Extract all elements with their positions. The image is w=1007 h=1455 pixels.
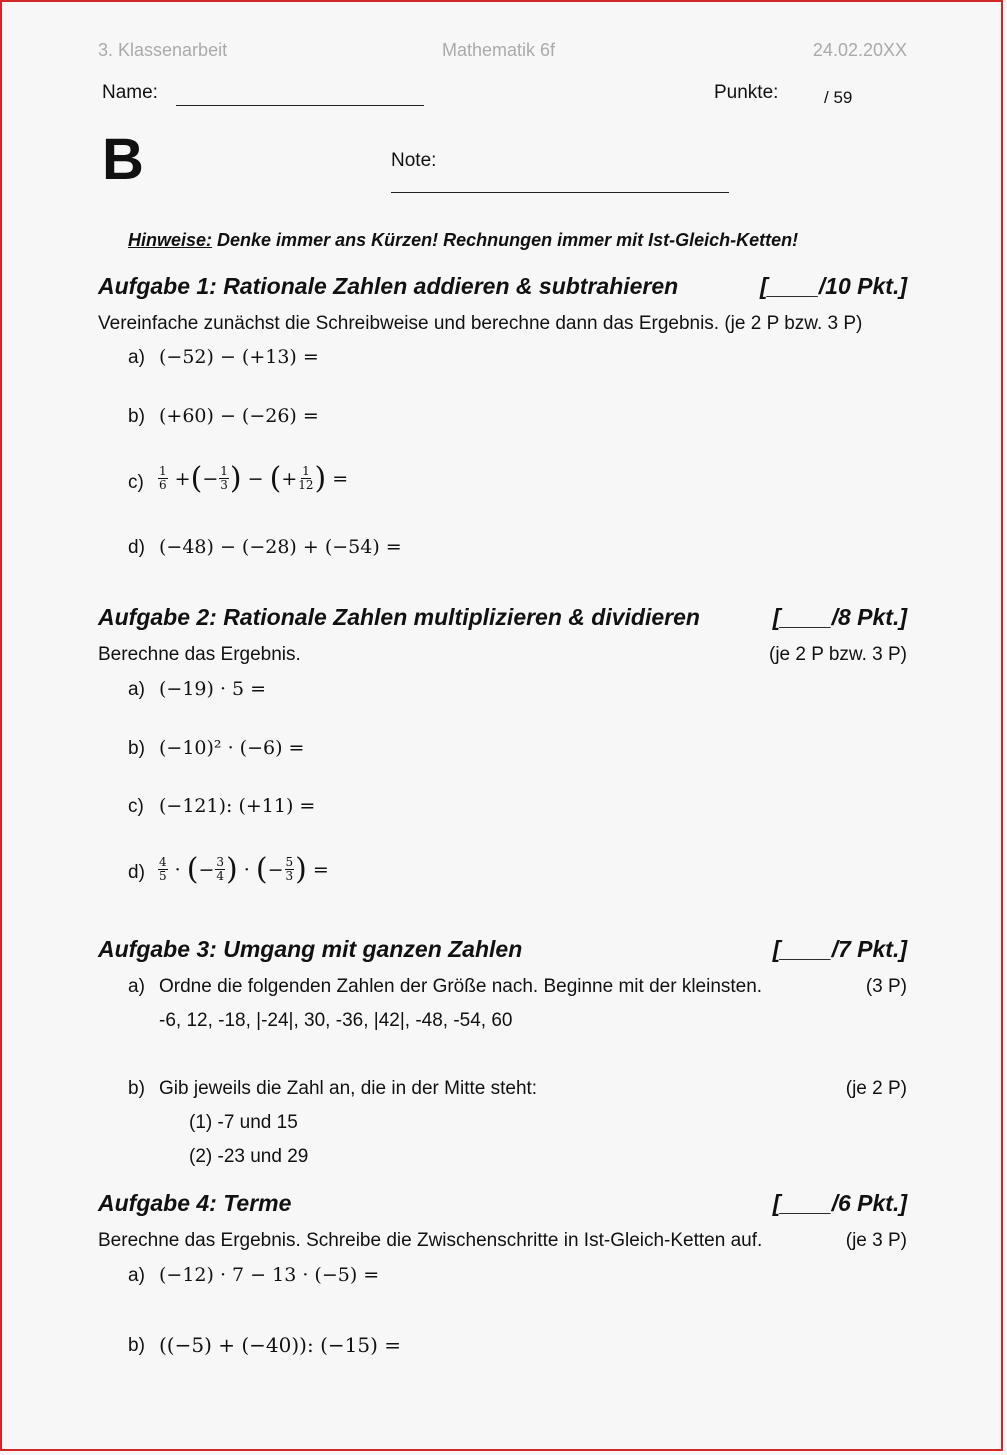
task1-d-label: d) <box>128 537 145 558</box>
task1-d-expr: (−48) − (−28) + (−54) = <box>159 536 402 558</box>
header-center: Mathematik 6f <box>442 40 556 60</box>
task1-b-expr: (+60) − (−26) = <box>159 405 319 427</box>
task2-instruction: Berechne das Ergebnis. <box>98 644 301 665</box>
task3-b-item2: (2) -23 und 29 <box>189 1146 309 1167</box>
task1-c-label: c) <box>128 472 144 493</box>
task2-a-label: a) <box>128 679 145 700</box>
task3-title: Aufgabe 3: Umgang mit ganzen Zahlen <box>98 936 523 962</box>
task2-d-label: d) <box>128 862 145 883</box>
task1-points: [____/10 Pkt.] <box>759 273 907 299</box>
name-label: Name: <box>102 82 158 103</box>
points-label: Punkte: <box>714 82 779 103</box>
task2-points: [____/8 Pkt.] <box>772 604 907 630</box>
task2-a-expr: (−19) · 5 = <box>159 678 267 700</box>
task2-c-expr: (−121): (+11) = <box>159 795 316 817</box>
task4-instruction-points: (je 3 P) <box>845 1230 907 1251</box>
task2-c-label: c) <box>128 796 144 817</box>
points-total: / 59 <box>824 88 853 107</box>
task2-b-label: b) <box>128 738 145 759</box>
task4-title: Aufgabe 4: Terme <box>98 1190 292 1216</box>
task1-instruction: Vereinfache zunächst die Schreibweise und berechne dann das Ergebnis. (je 2 P bzw. 3 P) <box>98 313 863 334</box>
task1-b-label: b) <box>128 406 145 427</box>
hint-title: Hinweise: <box>128 230 213 250</box>
grade-label: Note: <box>391 150 437 171</box>
task3-b-points: (je 2 P) <box>845 1078 907 1099</box>
task4-a-expr: (−12) · 7 − 13 · (−5) = <box>159 1264 380 1286</box>
task3-b-item1: (1) -7 und 15 <box>189 1112 298 1133</box>
hint-text: Denke immer ans Kürzen! Rechnungen immer mit Ist-Gleich-Ketten! <box>212 230 799 250</box>
task4-b-label: b) <box>128 1335 145 1356</box>
task4-b-expr: ((−5) + (−40)): (−15) = <box>159 1333 402 1357</box>
task1-a-expr: (−52) − (+13) = <box>159 346 319 368</box>
header-right: 24.02.20XX <box>812 40 907 60</box>
task1-title: Aufgabe 1: Rationale Zahlen addieren & subtrahieren <box>98 273 679 299</box>
group-letter: B <box>102 127 144 192</box>
header-left: 3. Klassenarbeit <box>98 40 228 60</box>
task2-instruction-points: (je 2 P bzw. 3 P) <box>769 644 907 665</box>
task3-b-label: b) <box>128 1078 145 1099</box>
task1-a-label: a) <box>128 347 145 368</box>
task4-points: [____/6 Pkt.] <box>772 1190 907 1216</box>
task3-points: [____/7 Pkt.] <box>772 936 907 962</box>
task2-d-expr: $\frac{4}{5}$ · ( − $\frac{3}{4}$ ) · ( − $\frac{5}{3}$ ) = <box>159 852 329 887</box>
task3-b-text: Gib jeweils die Zahl an, die in der Mitte steht: <box>159 1078 538 1099</box>
hint-line <box>128 230 798 251</box>
task3-a-points: (3 P) <box>865 976 907 997</box>
task2-title: Aufgabe 2: Rationale Zahlen multiplizieren & dividieren <box>98 604 700 630</box>
task3-a-text: Ordne die folgenden Zahlen der Größe nach. Beginne mit der kleinsten. <box>159 976 763 997</box>
task3-a-label: a) <box>128 976 145 997</box>
task4-instruction: Berechne das Ergebnis. Schreibe die Zwischenschritte in Ist-Gleich-Ketten auf. <box>98 1230 763 1251</box>
task3-a-numbers: -6, 12, -18, |-24|, 30, -36, |42|, -48, -54, 60 <box>159 1010 513 1031</box>
grade-line <box>391 192 729 193</box>
name-line <box>176 105 424 106</box>
task1-c-expr: $\frac{1}{6}$ + ( − $\frac{1}{3}$ ) − ( + $\frac{1}{12}$ ) = <box>159 461 349 496</box>
task4-a-label: a) <box>128 1265 145 1286</box>
task2-b-expr: (−10)² · (−6) = <box>159 737 305 759</box>
